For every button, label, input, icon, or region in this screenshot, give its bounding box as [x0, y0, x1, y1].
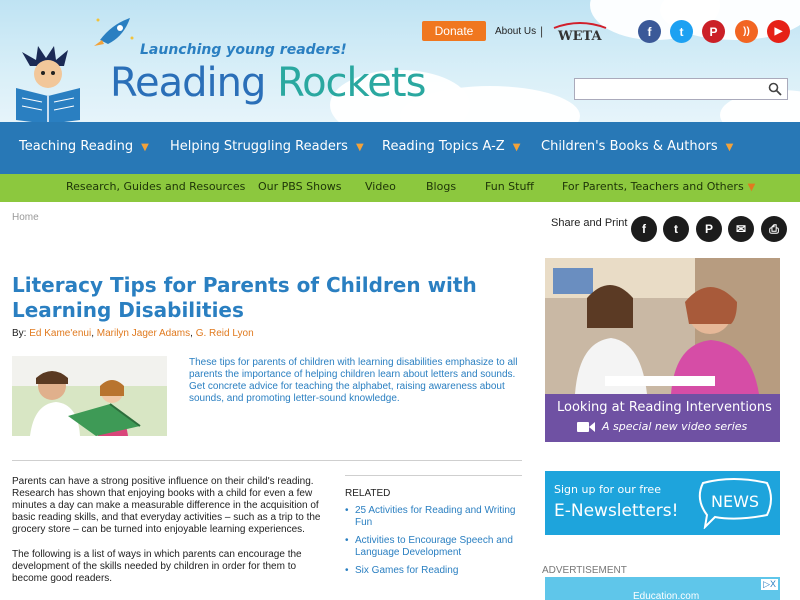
share-pinterest-icon[interactable]: P — [696, 216, 722, 242]
primary-nav — [0, 122, 800, 174]
article-paragraph: The following is a list of ways in which parents can encourage the development of the skills needed by children in order for them to become good readers. — [12, 549, 302, 584]
article-thumbnail-image — [12, 356, 167, 436]
related-link[interactable]: • 25 Activities for Reading and Writing Fun — [345, 505, 522, 529]
nav-video[interactable]: Video — [365, 180, 396, 193]
news-speech-bubble-icon — [693, 477, 775, 529]
reading-kid-icon — [12, 44, 92, 122]
caret-down-icon: ▼ — [512, 142, 521, 153]
search-input[interactable] — [574, 78, 788, 100]
site-logo[interactable] — [10, 8, 430, 118]
related-divider — [345, 475, 522, 476]
facebook-icon[interactable]: f — [638, 20, 661, 43]
about-us-link[interactable]: About Us — [495, 26, 537, 37]
share-label: Share and Print — [551, 217, 628, 229]
share-print-icon[interactable]: ⎙ — [761, 216, 787, 242]
brand-word-rockets: Rockets — [277, 60, 426, 106]
rocket-icon — [92, 14, 136, 48]
author-separator: , — [91, 328, 97, 339]
author-link[interactable]: Marilyn Jager Adams — [96, 328, 191, 339]
nav-label: Children's Books & Authors — [541, 139, 718, 154]
share-facebook-icon[interactable]: f — [631, 216, 657, 242]
author-link[interactable]: G. Reid Lyon — [195, 328, 254, 339]
related-link[interactable]: • Six Games for Reading — [345, 565, 522, 577]
utility-separator: | — [540, 24, 544, 38]
share-email-icon[interactable]: ✉ — [728, 216, 754, 242]
caret-down-icon: ▼ — [747, 182, 756, 193]
advertisement-banner[interactable] — [545, 577, 780, 600]
promo-title: Looking at Reading Interventions — [557, 400, 772, 415]
nav-teaching-reading[interactable] — [19, 139, 149, 154]
author-separator: , — [190, 328, 196, 339]
ad-close-icon[interactable]: ▷X — [763, 579, 776, 589]
byline — [12, 328, 254, 339]
pinterest-icon[interactable]: P — [702, 20, 725, 43]
related-heading: RELATED — [345, 488, 391, 499]
newsletter-line1: Sign up for our free — [554, 483, 661, 496]
nav-for-parents[interactable] — [562, 180, 755, 193]
video-series-promo[interactable] — [545, 258, 780, 442]
nav-reading-topics[interactable] — [382, 139, 520, 154]
by-label: By: — [12, 328, 30, 339]
brand-wordmark — [110, 60, 425, 106]
ad-text: Education.com — [633, 591, 700, 600]
caret-down-icon: ▼ — [725, 142, 734, 153]
secondary-nav — [0, 174, 800, 202]
site-header — [0, 0, 800, 122]
caret-down-icon: ▼ — [141, 142, 149, 153]
youtube-icon[interactable]: ▶ — [767, 20, 790, 43]
nav-research-guides[interactable]: Research, Guides and Resources — [66, 180, 246, 193]
nav-label: For Parents, Teachers and Others — [562, 180, 744, 193]
nav-label: Reading Topics A-Z — [382, 139, 505, 154]
nav-pbs-shows[interactable]: Our PBS Shows — [258, 180, 342, 193]
twitter-icon[interactable]: t — [670, 20, 693, 43]
nav-childrens-books[interactable] — [541, 139, 733, 154]
article-title: Literacy Tips for Parents of Children with Learning Disabilities — [12, 273, 477, 322]
nav-fun-stuff[interactable]: Fun Stuff — [485, 180, 535, 193]
search-icon[interactable] — [768, 82, 782, 96]
article-paragraph: Parents can have a strong positive influence on their child's reading. Research has shown that enjoying books with a child for even a few minutes a day can make a measurable difference in the acquisition of basic reading skills, and that everyday activities – such as a trip to the grocery store – can be turned into enjoyable learning experiences. — [12, 476, 321, 535]
donate-button[interactable]: Donate — [422, 21, 486, 41]
related-link[interactable]: • Activities to Encourage Speech and Language Development — [345, 535, 522, 559]
news-bubble-text: NEWS — [711, 492, 760, 511]
newsletter-signup-banner[interactable] — [545, 471, 780, 535]
nav-label: Teaching Reading — [19, 139, 134, 154]
video-camera-icon — [577, 421, 595, 433]
promo-photo-image — [545, 258, 780, 394]
breadcrumb-home[interactable]: Home — [12, 212, 39, 223]
rss-icon[interactable]: )) — [735, 20, 758, 43]
newsletter-line2: E-Newsletters! — [554, 501, 679, 521]
promo-subtitle: A special new video series — [602, 420, 748, 433]
weta-logo-icon[interactable] — [552, 20, 608, 44]
content-divider — [12, 460, 522, 461]
article-summary: These tips for parents of children with learning disabilities emphasize to all parents the importance of helping children learn about letters and sounds. Get concrete advice for teaching the alphabet, raising awareness about sounds, and promoting letter-sound knowledge. — [189, 357, 518, 404]
nav-label: Helping Struggling Readers — [170, 139, 348, 154]
nav-helping-struggling-readers[interactable] — [170, 139, 364, 154]
advertisement-label: ADVERTISEMENT — [542, 565, 627, 576]
brand-word-reading: Reading — [110, 60, 278, 106]
share-twitter-icon[interactable]: t — [663, 216, 689, 242]
nav-blogs[interactable]: Blogs — [426, 180, 457, 193]
author-link[interactable]: Ed Kame'enui — [29, 328, 92, 339]
related-list — [345, 505, 522, 583]
tagline: Launching young readers! — [140, 42, 347, 58]
svg-text:WETA: WETA — [558, 29, 602, 44]
caret-down-icon: ▼ — [355, 142, 364, 153]
